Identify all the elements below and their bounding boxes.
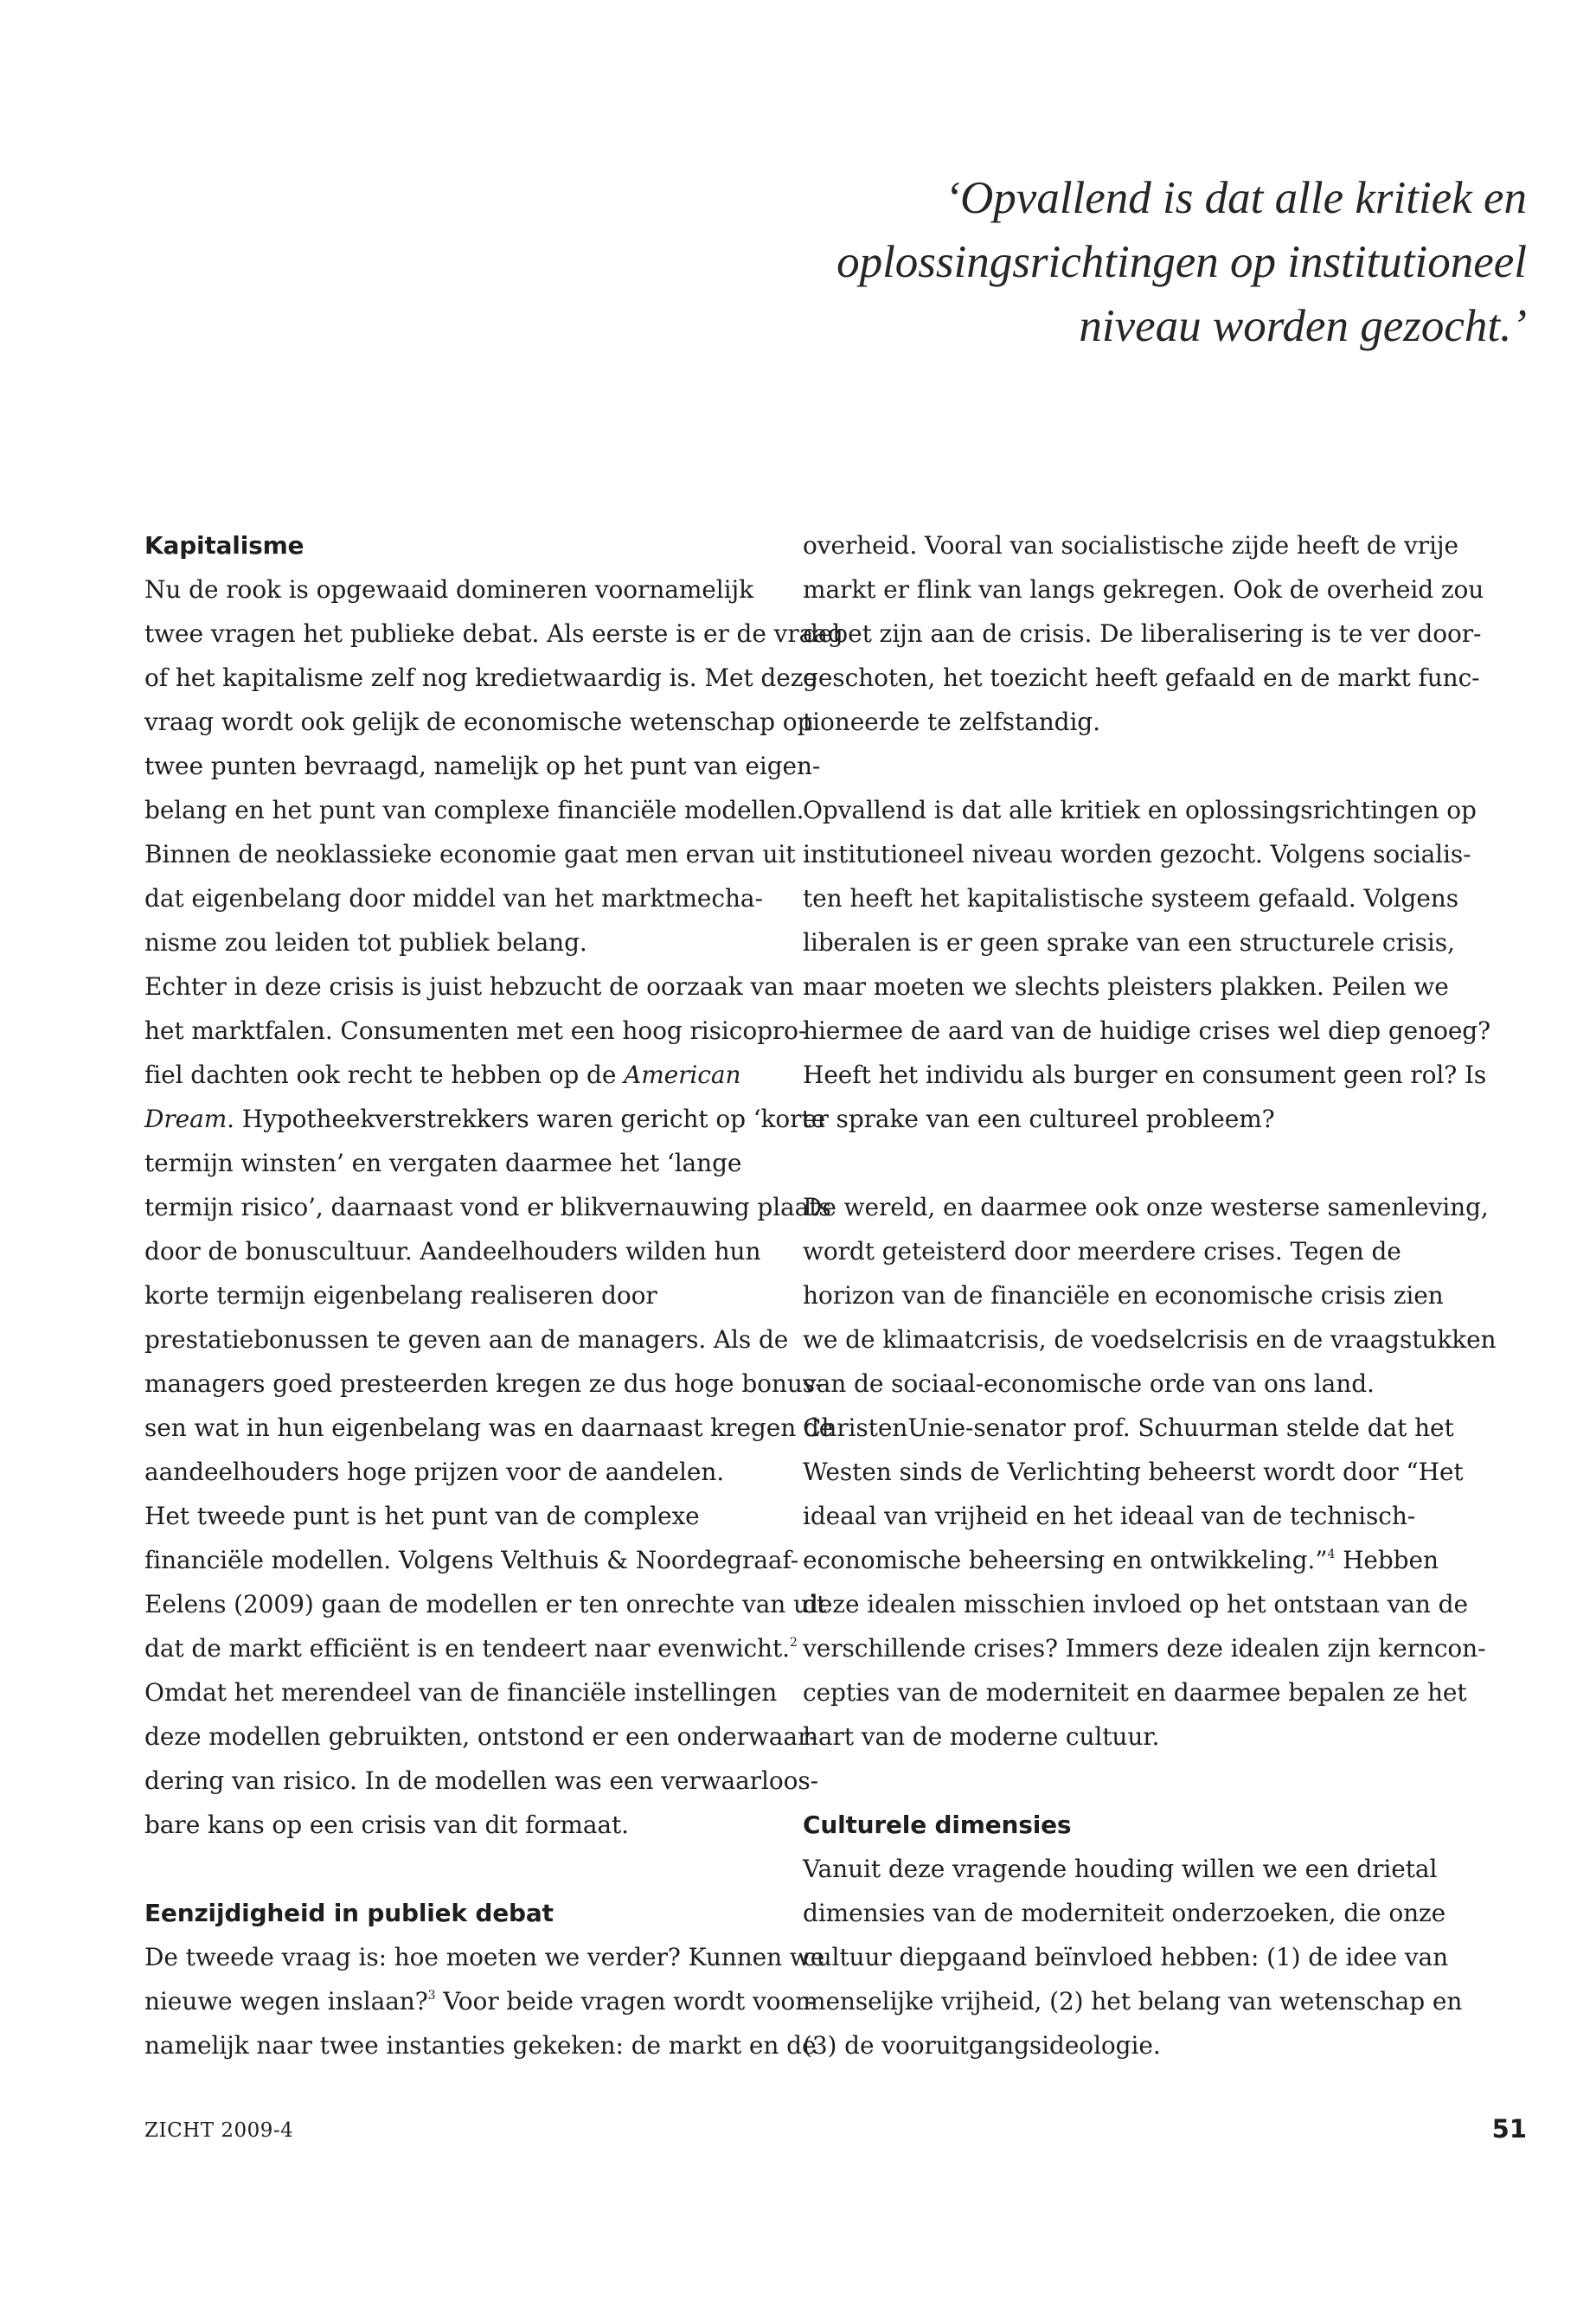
- text-line: [144, 1097, 826, 1141]
- text-run: dat de markt efficiënt is en tendeert naar evenwicht.: [144, 1634, 790, 1663]
- text-line: Westen sinds de Verlichting beheerst wordt door “Het: [803, 1458, 1464, 1486]
- text-line: liberalen is er geen sprake van een structurele crisis,: [803, 928, 1455, 957]
- text-line: namelijk naar twee instanties gekeken: de markt en de: [144, 2031, 817, 2060]
- text-line: cepties van de moderniteit en daarmee bepalen ze het: [803, 1678, 1467, 1707]
- text-line: prestatiebonussen te geven aan de managers. Als de: [144, 1325, 789, 1354]
- text-run: economische beheersing en ontwikkeling.”: [803, 1546, 1328, 1574]
- text-line: we de klimaatcrisis, de voedselcrisis en de vraagstukken: [803, 1325, 1497, 1354]
- text-line: institutioneel niveau worden gezocht. Volgens socialis-: [803, 840, 1471, 868]
- italic-title: American: [624, 1061, 741, 1089]
- text-line: [144, 1626, 798, 1670]
- footnote-marker[interactable]: 2: [789, 1636, 798, 1650]
- pull-quote: [748, 166, 1527, 358]
- text-run: nieuwe wegen inslaan?: [144, 1987, 428, 2016]
- text-line: Echter in deze crisis is juist hebzucht de oorzaak van: [144, 972, 794, 1001]
- footnote-marker[interactable]: 4: [1327, 1548, 1336, 1561]
- text-line: dimensies van de moderniteit onderzoeken, die onze: [803, 1899, 1446, 1927]
- text-line: er sprake van een cultureel probleem?: [803, 1105, 1275, 1133]
- text-line: ten heeft het kapitalistische systeem gefaald. Volgens: [803, 884, 1459, 913]
- text-line: twee punten bevraagd, namelijk op het punt van eigen-: [144, 752, 821, 780]
- text-line: geschoten, het toezicht heeft gefaald en de markt func-: [803, 663, 1480, 692]
- text-line: horizon van de financiële en economische crisis zien: [803, 1281, 1444, 1310]
- text-line: nisme zou leiden tot publiek belang.: [144, 928, 587, 957]
- text-line: of het kapitalisme zelf nog kredietwaardig is. Met deze: [144, 663, 817, 692]
- text-run: Hebben: [1335, 1546, 1439, 1574]
- text-line: korte termijn eigenbelang realiseren door: [144, 1281, 657, 1310]
- footer-journal: ZICHT 2009-4: [144, 2119, 294, 2142]
- text-line: De tweede vraag is: hoe moeten we verder? Kunnen we: [144, 1943, 825, 1971]
- section-heading-eenzijdigheid: Eenzijdigheid in publiek debat: [144, 1899, 554, 1927]
- paragraph-gap: [803, 1759, 1417, 1803]
- text-line: wordt geteisterd door meerdere crises. Tegen de: [803, 1237, 1401, 1266]
- text-line: twee vragen het publieke debat. Als eerste is er de vraag: [144, 619, 843, 648]
- text-line: debet zijn aan de crisis. De liberalisering is te ver door-: [803, 619, 1482, 648]
- text-line: hart van de moderne cultuur.: [803, 1722, 1160, 1751]
- right-column: [803, 523, 1497, 2067]
- text-line: maar moeten we slechts pleisters plakken. Peilen we: [803, 972, 1449, 1001]
- text-line: financiële modellen. Volgens Velthuis & Noordegraaf-: [144, 1546, 799, 1574]
- text-line: tioneerde te zelfstandig.: [803, 708, 1100, 736]
- text-line: door de bonuscultuur. Aandeelhouders wilden hun: [144, 1237, 761, 1266]
- italic-title: Dream: [144, 1105, 228, 1133]
- text-line: markt er flink van langs gekregen. Ook de overheid zou: [803, 575, 1484, 604]
- text-line: Vanuit deze vragende houding willen we een drietal: [803, 1855, 1438, 1883]
- pull-quote-line: oplossingsrichtingen op institutioneel: [836, 237, 1527, 287]
- text-line: deze idealen misschien invloed op het ontstaan van de: [803, 1590, 1468, 1618]
- text-line: Opvallend is dat alle kritiek en oplossingsrichtingen op: [803, 796, 1477, 824]
- text-line: Omdat het merendeel van de financiële instellingen: [144, 1678, 778, 1707]
- page-number: 51: [1491, 2114, 1527, 2144]
- paragraph-gap: [803, 744, 1417, 788]
- text-line: aandeelhouders hoge prijzen voor de aandelen.: [144, 1458, 725, 1486]
- text-run: . Hypotheekverstrekkers waren gericht op ‘korte: [227, 1105, 826, 1133]
- section-heading-kapitalisme: Kapitalisme: [144, 531, 304, 560]
- text-line: [144, 1979, 815, 2023]
- text-line: termijn risico’, daarnaast vond er blikvernauwing plaats: [144, 1193, 831, 1221]
- paragraph-gap: [144, 1847, 759, 1891]
- text-line: dat eigenbelang door middel van het marktmecha-: [144, 884, 763, 913]
- text-line: verschillende crises? Immers deze idealen zijn kerncon-: [803, 1634, 1486, 1663]
- text-line: vraag wordt ook gelijk de economische wetenschap op: [144, 708, 813, 736]
- text-line: van de sociaal-economische orde van ons land.: [803, 1369, 1375, 1398]
- text-line: deze modellen gebruikten, ontstond er een onderwaar-: [144, 1722, 817, 1751]
- text-line: het marktfalen. Consumenten met een hoog risicopro-: [144, 1016, 807, 1045]
- text-line: Eelens (2009) gaan de modellen er ten onrechte van uit: [144, 1590, 826, 1618]
- pull-quote-line: ‘Opvallend is dat alle kritiek en: [945, 173, 1527, 223]
- text-line: [144, 1053, 759, 1097]
- section-heading-culturele-dimensies: Culturele dimensies: [803, 1811, 1072, 1839]
- text-run: fiel dachten ook recht te hebben op de: [144, 1061, 625, 1089]
- text-line: De wereld, en daarmee ook onze westerse samenleving,: [803, 1193, 1489, 1221]
- text-line: termijn winsten’ en vergaten daarmee het ‘lange: [144, 1149, 742, 1177]
- text-line: [803, 1538, 1439, 1582]
- text-line: overheid. Vooral van socialistische zijde heeft de vrije: [803, 531, 1458, 560]
- text-line: Het tweede punt is het punt van de complexe: [144, 1502, 700, 1530]
- text-line: Nu de rook is opgewaaid domineren voornamelijk: [144, 575, 753, 604]
- text-line: ChristenUnie-senator prof. Schuurman stelde dat het: [803, 1413, 1454, 1442]
- pull-quote-line: niveau worden gezocht.’: [1079, 301, 1527, 351]
- text-line: (3) de vooruitgangsideologie.: [803, 2031, 1161, 2060]
- text-line: Binnen de neoklassieke economie gaat men ervan uit: [144, 840, 796, 868]
- text-line: hiermee de aard van de huidige crises wel diep genoeg?: [803, 1016, 1491, 1045]
- text-run: Voor beide vragen wordt voor-: [435, 1987, 815, 2016]
- text-line: belang en het punt van complexe financiële modellen.: [144, 796, 804, 824]
- text-line: bare kans op een crisis van dit formaat.: [144, 1811, 629, 1839]
- footnote-marker[interactable]: 3: [427, 1989, 436, 2003]
- text-line: sen wat in hun eigenbelang was en daarnaast kregen de: [144, 1413, 834, 1442]
- left-column: [144, 523, 843, 2067]
- text-line: Heeft het individu als burger en consument geen rol? Is: [803, 1061, 1487, 1089]
- text-line: dering van risico. In de modellen was een verwaarloos-: [144, 1766, 818, 1795]
- text-line: menselijke vrijheid, (2) het belang van wetenschap en: [803, 1987, 1463, 2016]
- text-line: cultuur diepgaand beïnvloed hebben: (1) de idee van: [803, 1943, 1449, 1971]
- paragraph-gap: [803, 1141, 1417, 1185]
- text-line: ideaal van vrijheid en het ideaal van de technisch-: [803, 1502, 1416, 1530]
- text-line: managers goed presteerden kregen ze dus hoge bonus-: [144, 1369, 824, 1398]
